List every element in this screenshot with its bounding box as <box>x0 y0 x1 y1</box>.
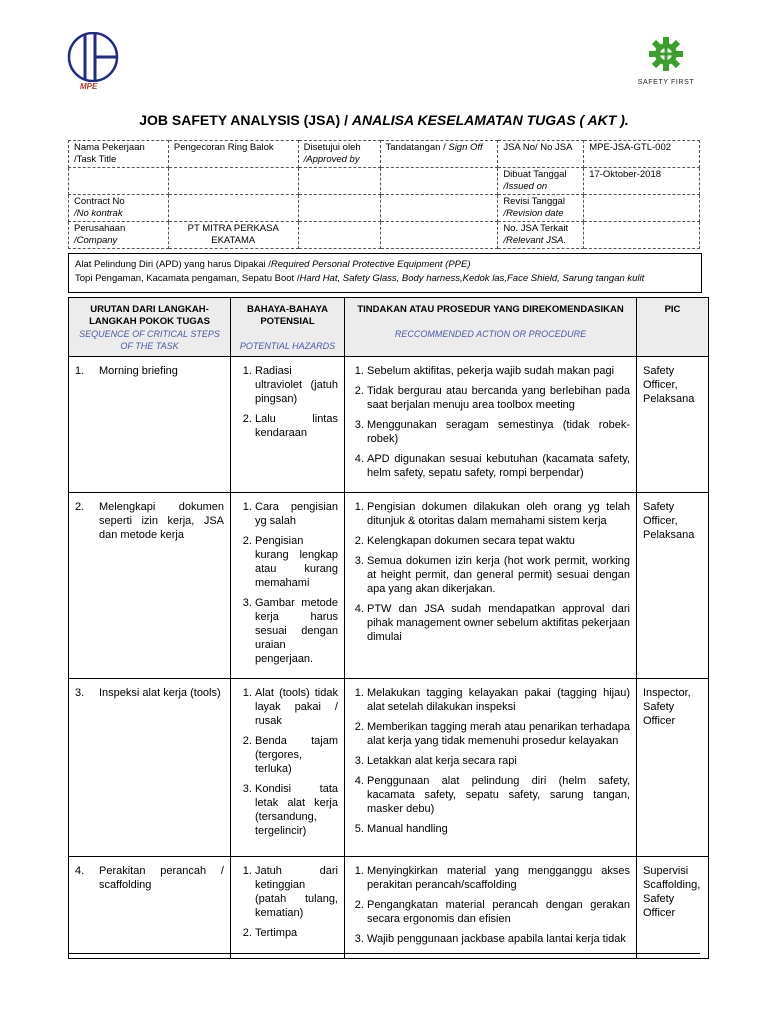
table-row <box>69 857 709 959</box>
table-row <box>69 493 709 679</box>
relevant-jsa-label: No. JSA Terkait /Relevant JSA. <box>498 222 584 249</box>
step-cell: 1. Morning briefing <box>69 357 231 493</box>
hazard-item: 1. Cara pengisian yg salah <box>255 500 338 528</box>
action-item: 4. APD digunakan sesuai kebutuhan (kacamata safety, helm safety, sepatu safety, rompi berpendar) <box>367 452 630 480</box>
action-item: 1. Melakukan tagging kelayakan pakai (tagging hijau) alat setelah dilakukan inspeksi <box>367 686 630 714</box>
hazards-cell <box>231 357 345 493</box>
hazards-cell <box>231 857 345 959</box>
gear-icon <box>646 36 686 72</box>
ppe-list-line: Topi Pengaman, Kacamata pengaman, Sepatu Boot /Hard Hat, Safety Glass, Body harness,Kedok las,Face Shield, Sarung tangan kulit <box>75 273 645 284</box>
action-item: 1. Sebelum aktifitas, pekerja wajib sudah makan pagi <box>367 364 630 378</box>
action-item: 3. Semua dokumen izin kerja (hot work permit, working at height permit, dan general permit) sesuai dengan apa yang akan dikerjakan. <box>367 554 630 596</box>
revision-date-label: Revisi Tanggal /Revision date <box>498 195 584 222</box>
hazard-item: 2. Benda tajam (tergores, terluka) <box>255 734 338 776</box>
table-header-row <box>69 298 709 357</box>
document-title <box>0 112 768 128</box>
hazard-item: 2. Lalu lintas kendaraan <box>255 412 338 440</box>
table-row <box>69 357 709 493</box>
company-logo-text: MPE <box>80 82 98 91</box>
title-italic: ANALISA KESELAMATAN TUGAS ( AKT ). <box>351 112 629 128</box>
table-row <box>69 679 709 857</box>
action-item: 5. Manual handling <box>367 822 630 836</box>
ppe-box <box>68 253 702 293</box>
actions-cell <box>345 857 637 959</box>
ppe-requirement-line: Alat Pelindung Diri (APD) yang harus Dipakai /Required Personal Protective Equipment (PPE) <box>75 259 471 270</box>
header-info-table <box>68 140 700 249</box>
issued-on-value: 17-Oktober-2018 <box>584 168 700 195</box>
jsa-no-label: JSA No/ No JSA <box>498 141 584 168</box>
task-title-label: Nama Pekerjaan /Task Title <box>69 141 169 168</box>
actions-cell <box>345 493 637 679</box>
column-header-hazards: BAHAYA-BAHAYA POTENSIAL POTENTIAL HAZARDS <box>231 298 345 357</box>
contract-no-label: Contract No /No kontrak <box>69 195 169 222</box>
action-item: 3. Menggunakan seragam semestinya (tidak robek-robek) <box>367 418 630 446</box>
hazard-item: 1. Radiasi ultraviolet (jatuh pingsan) <box>255 364 338 406</box>
hazard-item: 3. Gambar metode kerja harus sesuai dengan uraian pengerjaan. <box>255 596 338 666</box>
hazard-item: 1. Alat (tools) tidak layak pakai / rusak <box>255 686 338 728</box>
sign-off-label: Tandatangan / Sign Off <box>380 141 498 168</box>
hazard-item: 2. Pengisian kurang lengkap atau kurang memahami <box>255 534 338 590</box>
action-item: 2. Kelengkapan dokumen secara tepat waktu <box>367 534 630 548</box>
pic-cell: Inspector, Safety Officer <box>637 679 709 857</box>
action-item: 3. Wajib penggunaan jackbase apabila lantai kerja tidak <box>367 932 630 946</box>
safety-first-label: SAFETY FIRST <box>637 79 695 86</box>
pic-cell: Safety Officer, Pelaksana <box>637 357 709 493</box>
safety-first-logo <box>626 36 706 88</box>
action-item: 4. Penggunaan alat pelindung diri (helm safety, kacamata safety, sepatu safety, sarung tangan, masker debu) <box>367 774 630 816</box>
action-item: 2. Pengangkatan material perancah dengan gerakan secara ergonomis dan efisien <box>367 898 630 926</box>
actions-cell <box>345 679 637 857</box>
hazard-item: 1. Jatuh dari ketinggian (patah tulang, kematian) <box>255 864 338 920</box>
action-item: 3. Letakkan alat kerja secara rapi <box>367 754 630 768</box>
page-divider <box>68 953 700 954</box>
company-logo <box>66 32 124 94</box>
action-item: 2. Tidak bergurau atau bercanda yang berlebihan pada saat berjalan menuju area toolbox meeting <box>367 384 630 412</box>
hazards-cell <box>231 493 345 679</box>
column-header-pic: PIC <box>637 298 709 357</box>
actions-cell <box>345 357 637 493</box>
column-header-actions: TINDAKAN ATAU PROSEDUR YANG DIREKOMENDASIKAN RECCOMMENDED ACTION OR PROCEDURE <box>345 298 637 357</box>
column-header-steps: URUTAN DARI LANGKAH-LANGKAH POKOK TUGAS SEQUENCE OF CRITICAL STEPS OF THE TASK <box>69 298 231 357</box>
jsa-table <box>68 297 709 959</box>
hazard-item: 3. Kondisi tata letak alat kerja (tersandung, tergelincir) <box>255 782 338 838</box>
action-item: 1. Menyingkirkan material yang mengganggu akses perakitan perancah/scaffolding <box>367 864 630 892</box>
action-item: 2. Memberikan tagging merah atau penarikan terhadapa alat kerja yang tidak memenuhi prosedur kelayakan <box>367 720 630 748</box>
step-cell: 3. Inspeksi alat kerja (tools) <box>69 679 231 857</box>
issued-on-label: Dibuat Tanggal /Issued on <box>498 168 584 195</box>
hazard-item: 2. Tertimpa <box>255 926 338 940</box>
task-title-value: Pengecoran Ring Balok <box>168 141 298 168</box>
hazards-cell <box>231 679 345 857</box>
step-cell: 4. Perakitan perancah / scaffolding <box>69 857 231 959</box>
pic-cell: Safety Officer, Pelaksana <box>637 493 709 679</box>
pic-cell: Supervisi Scaffolding, Safety Officer <box>637 857 709 959</box>
action-item: 1. Pengisian dokumen dilakukan oleh orang yg telah ditunjuk & otoritas dalam memahami sistem kerja <box>367 500 630 528</box>
step-cell: 2. Melengkapi dokumen seperti izin kerja, JSA dan metode kerja <box>69 493 231 679</box>
jsa-no-value: MPE-JSA-GTL-002 <box>584 141 700 168</box>
action-item: 4. PTW dan JSA sudah mendapatkan approval dari pihak management owner sebelum aktifitas pekerjaan dimulai <box>367 602 630 644</box>
company-label: Perusahaan /Company <box>69 222 169 249</box>
approved-by-label: Disetujui oleh /Approved by <box>298 141 380 168</box>
title-main: JOB SAFETY ANALYSIS (JSA) / <box>139 112 352 128</box>
company-value: PT MITRA PERKASA EKATAMA <box>168 222 298 249</box>
